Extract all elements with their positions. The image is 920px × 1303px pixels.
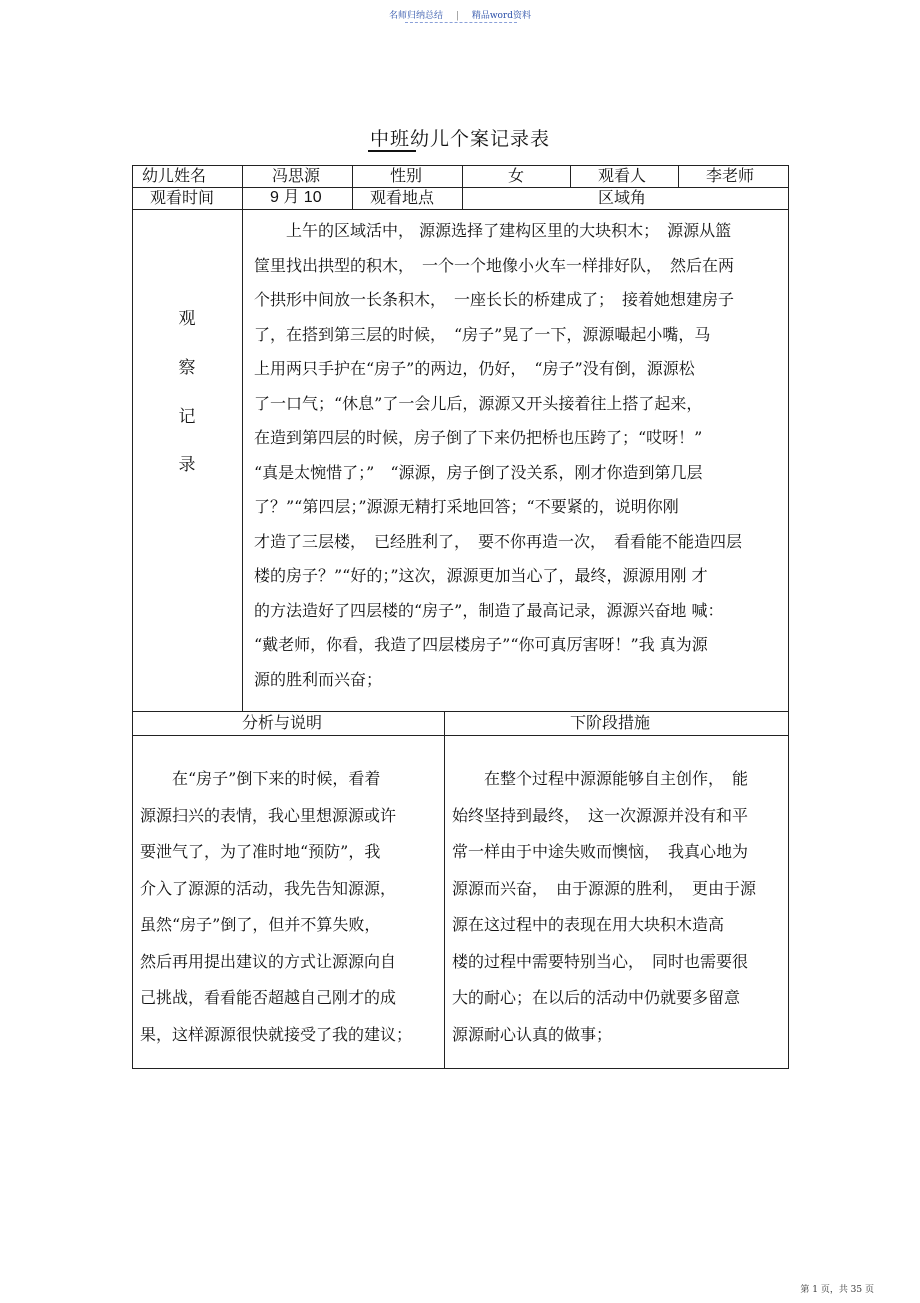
observation-text (254, 214, 774, 697)
observation-line: 个拱形中间放一长条积木， 一座长长的桥建成了； 接着她想建房子 (254, 290, 735, 309)
table-line (132, 735, 789, 736)
table-line (132, 1068, 789, 1069)
observer-label: 观看人 (598, 166, 647, 185)
observation-line: 在造到第四层的时候，房子倒了下来仍把桥也压跨了；“哎呀！” (254, 428, 703, 447)
observation-line: 了？”“第四层；”源源无精打采地回答；“不要紧的，说明你刚 (254, 497, 679, 516)
next-steps-line: 在整个过程中源源能够自主创作， 能 (452, 769, 749, 788)
observation-line: 筐里找出拱型的积木， 一个一个地像小火车一样排好队， 然后在两 (254, 255, 735, 275)
next-steps-label: 下阶段措施 (570, 713, 651, 732)
place-label: 观看地点 (370, 188, 435, 207)
analysis-label: 分析与说明 (242, 713, 323, 732)
observation-line: “真是太惋惜了；” “源源，房子倒了没关系，刚才你造到第几层 (254, 462, 703, 482)
next-steps-line: 大的耐心；在以后的活动中仍就要多留意 (452, 988, 741, 1007)
time-value: 9 月 10 (270, 189, 322, 206)
next-steps-line: 楼的过程中需要特别当心， 同时也需要很 (452, 951, 749, 971)
gender-value: 女 (508, 166, 525, 185)
analysis-line: 介入了源源的活动，我先告知源源， (140, 878, 397, 898)
analysis-line: 在“房子”倒下来的时候，看着 (140, 769, 381, 788)
table-line (788, 165, 789, 1069)
observer-value: 李老师 (706, 166, 755, 185)
analysis-line: 己挑战，看看能否超越自己刚才的成 (140, 988, 397, 1007)
table-line (242, 209, 243, 711)
table-line (132, 711, 789, 712)
table-line (444, 711, 445, 1068)
table-line (132, 165, 133, 1069)
gender-label: 性别 (390, 166, 423, 185)
observation-label-char: 察 (178, 358, 196, 378)
next-steps-line: 源源而兴奋， 由于源源的胜利， 更由于源 (452, 878, 757, 898)
table-line (462, 165, 463, 187)
child-name-value: 冯思源 (272, 166, 321, 185)
table-line (462, 187, 463, 209)
observation-line: 了一口气；“休息”了一会儿后，源源又开头接着往上搭了起来， (254, 393, 703, 413)
observation-line: 源的胜利而兴奋； (254, 669, 383, 689)
header-separator: | (455, 11, 459, 21)
next-steps-line: 始终坚持到最终， 这一次源源并没有和平 (452, 805, 749, 825)
next-steps-line: 源源耐心认真的做事； (452, 1024, 613, 1044)
table-line (678, 165, 679, 187)
child-name-label: 幼儿姓名 (142, 166, 207, 185)
observation-line: 上用两只手护在“房子”的两边，仍好， “房子”没有倒，源源松 (254, 359, 695, 378)
analysis-line: 然后再用提出建议的方式让源源向自 (140, 951, 397, 971)
next-steps-text (452, 761, 782, 1053)
table-line (242, 165, 243, 187)
table-line (132, 187, 789, 188)
next-steps-line: 常一样由于中途失败而懊恼， 我真心地为 (452, 842, 749, 861)
analysis-line: 虽然“房子”倒了，但并不算失败， (140, 915, 381, 934)
header-left-text: 名师归纳总结 (389, 11, 444, 21)
table-line (132, 165, 789, 166)
observation-line: “戴老师，你看，我造了四层楼房子”“你可真厉害呀！”我 真为源 (254, 635, 708, 654)
analysis-line: 要泄气了，为了准时地“预防”，我 (140, 842, 381, 861)
observation-label-char: 观 (178, 309, 196, 329)
time-label: 观看时间 (150, 188, 215, 207)
observation-line: 了，在搭到第三层的时候， “房子”晃了一下，源源嘬起小嘴，马 (254, 324, 711, 344)
analysis-line: 果，这样源源很快就接受了我的建议； (140, 1024, 413, 1044)
table-line (242, 187, 243, 209)
table-line (352, 187, 353, 209)
header-right-text: 精品word资料 (471, 11, 531, 21)
place-value: 区域角 (598, 188, 647, 207)
page-title: 中班幼儿个案记录表 (369, 128, 550, 150)
observation-line: 的方法造好了四层楼的“房子”，制造了最高记录，源源兴奋地 喊： (254, 600, 724, 620)
page-header (0, 8, 920, 21)
table-line (352, 165, 353, 187)
analysis-text (140, 761, 438, 1053)
table-line (132, 209, 789, 210)
observation-line: 上午的区域活中， 源源选择了建构区里的大块积木； 源源从篮 (254, 221, 732, 240)
next-steps-line: 源在这过程中的表现在用大块积木造高 (452, 915, 725, 934)
observation-label-char: 录 (178, 455, 196, 475)
observation-line: 才造了三层楼， 已经胜利了， 要不你再造一次， 看看能不能造四层 (254, 531, 743, 551)
analysis-line: 源源扫兴的表情，我心里想源源或许 (140, 805, 397, 825)
table-line (570, 165, 571, 187)
observation-line: 楼的房子？”“好的；”这次，源源更加当心了，最终，源源用刚 才 (254, 566, 708, 585)
page-footer: 第 1 页，共 35 页 (800, 1285, 874, 1295)
title-underline (368, 150, 416, 152)
header-dashed-rule (405, 22, 517, 23)
observation-label-char: 记 (178, 407, 196, 427)
